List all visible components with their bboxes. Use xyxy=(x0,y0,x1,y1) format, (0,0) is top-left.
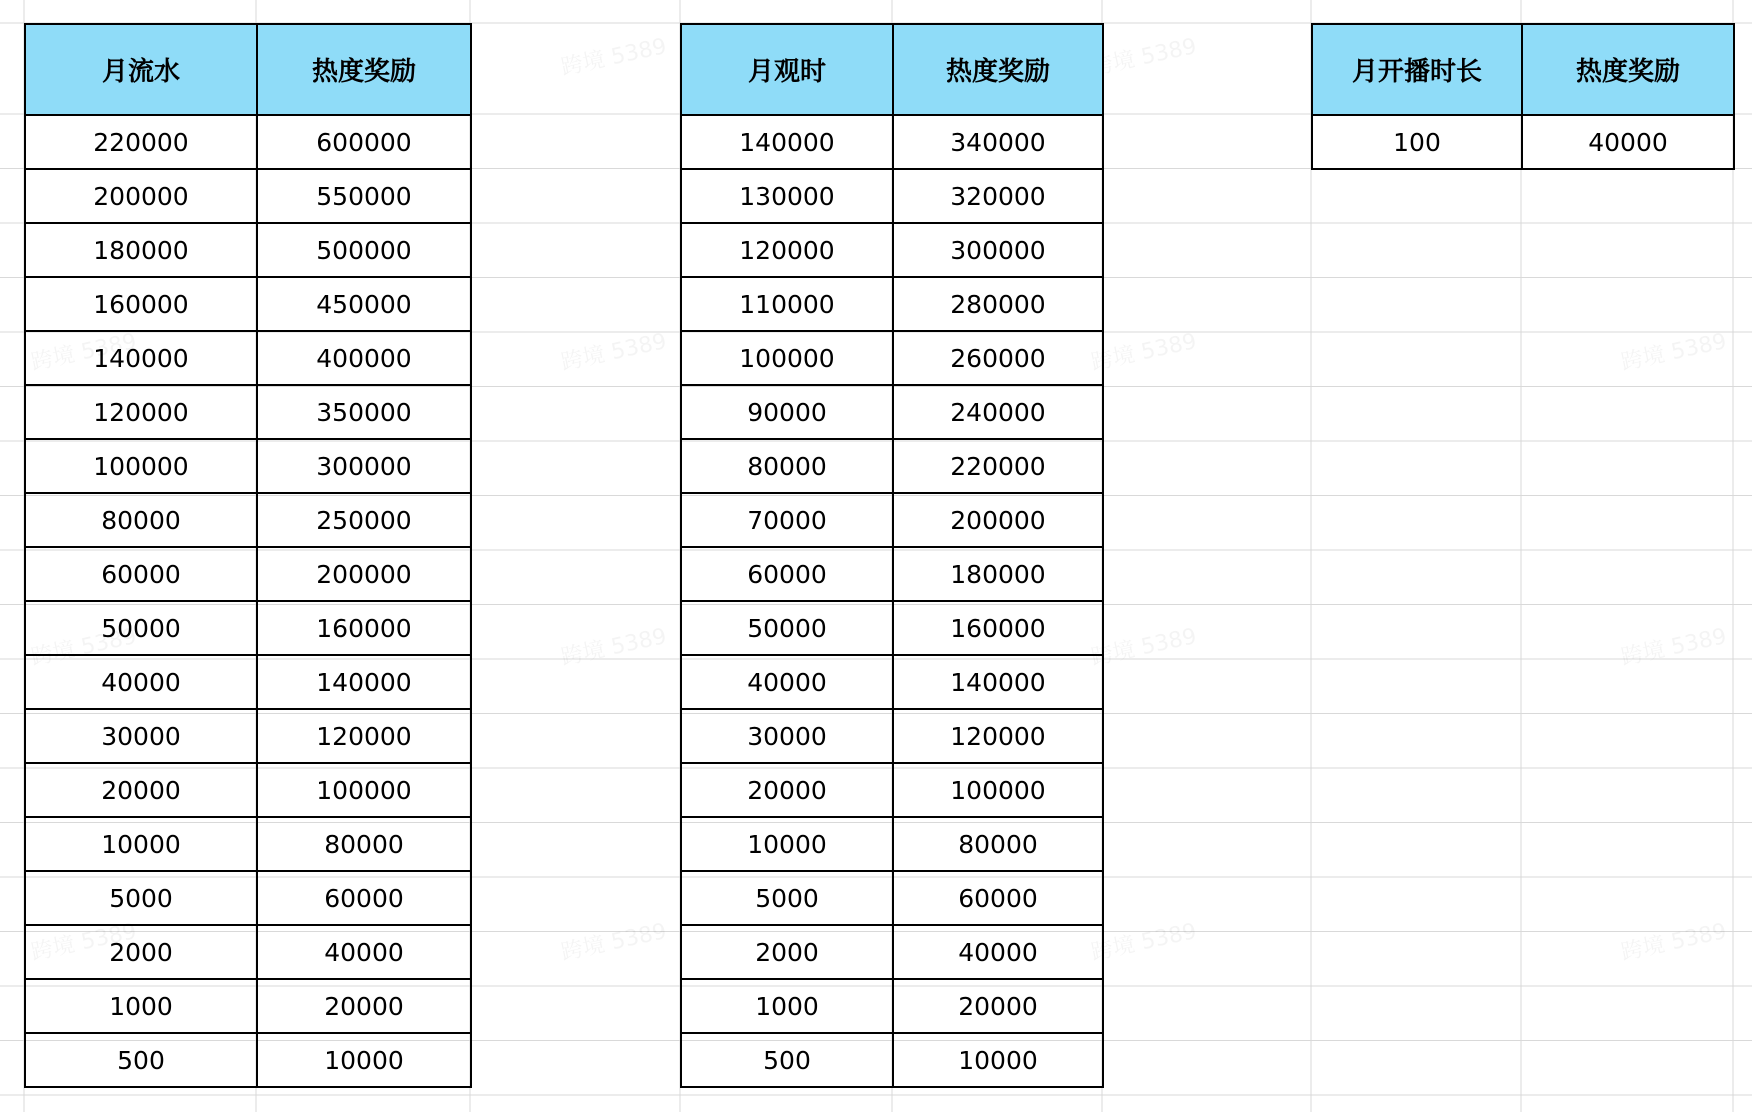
table-row xyxy=(25,601,471,655)
reward-cell[interactable]: 120000 xyxy=(893,709,1103,763)
table-row xyxy=(25,439,471,493)
threshold-cell[interactable]: 60000 xyxy=(25,547,257,601)
table-row xyxy=(25,655,471,709)
threshold-cell[interactable]: 500 xyxy=(681,1033,893,1087)
threshold-cell[interactable]: 140000 xyxy=(25,331,257,385)
reward-cell[interactable]: 160000 xyxy=(893,601,1103,655)
threshold-cell[interactable]: 130000 xyxy=(681,169,893,223)
threshold-cell[interactable]: 2000 xyxy=(681,925,893,979)
threshold-cell[interactable]: 110000 xyxy=(681,277,893,331)
threshold-cell[interactable]: 50000 xyxy=(25,601,257,655)
table-row xyxy=(25,979,471,1033)
threshold-cell[interactable]: 70000 xyxy=(681,493,893,547)
table-row xyxy=(681,1033,1103,1087)
header-cell-monthly-watch-time: 月观时 xyxy=(681,24,893,115)
table-row xyxy=(25,331,471,385)
reward-cell[interactable]: 60000 xyxy=(257,871,471,925)
threshold-cell[interactable]: 80000 xyxy=(681,439,893,493)
table-row xyxy=(25,547,471,601)
header-cell-heat-reward: 热度奖励 xyxy=(893,24,1103,115)
reward-cell[interactable]: 100000 xyxy=(257,763,471,817)
threshold-cell[interactable]: 100 xyxy=(1312,115,1522,169)
table-row xyxy=(25,871,471,925)
threshold-cell[interactable]: 20000 xyxy=(681,763,893,817)
table-row xyxy=(681,763,1103,817)
reward-cell[interactable]: 350000 xyxy=(257,385,471,439)
threshold-cell[interactable]: 120000 xyxy=(681,223,893,277)
header-cell-monthly-broadcast-duration: 月开播时长 xyxy=(1312,24,1522,115)
reward-cell[interactable]: 80000 xyxy=(257,817,471,871)
reward-cell[interactable]: 10000 xyxy=(893,1033,1103,1087)
threshold-cell[interactable]: 500 xyxy=(25,1033,257,1087)
table-row xyxy=(25,493,471,547)
reward-cell[interactable]: 180000 xyxy=(893,547,1103,601)
reward-cell[interactable]: 250000 xyxy=(257,493,471,547)
table-row xyxy=(681,871,1103,925)
monthly-broadcast-duration-reward-table xyxy=(1311,23,1735,170)
threshold-cell[interactable]: 80000 xyxy=(25,493,257,547)
table-header-row xyxy=(681,24,1103,115)
table-row xyxy=(25,1033,471,1087)
threshold-cell[interactable]: 120000 xyxy=(25,385,257,439)
reward-cell[interactable]: 500000 xyxy=(257,223,471,277)
reward-cell[interactable]: 200000 xyxy=(893,493,1103,547)
header-cell-heat-reward: 热度奖励 xyxy=(1522,24,1734,115)
threshold-cell[interactable]: 180000 xyxy=(25,223,257,277)
table-row xyxy=(25,709,471,763)
threshold-cell[interactable]: 30000 xyxy=(25,709,257,763)
threshold-cell[interactable]: 1000 xyxy=(681,979,893,1033)
header-cell-heat-reward: 热度奖励 xyxy=(257,24,471,115)
reward-cell[interactable]: 240000 xyxy=(893,385,1103,439)
table-row xyxy=(681,385,1103,439)
reward-cell[interactable]: 600000 xyxy=(257,115,471,169)
table-row xyxy=(1312,115,1734,169)
table-row xyxy=(25,277,471,331)
reward-cell[interactable]: 80000 xyxy=(893,817,1103,871)
threshold-cell[interactable]: 40000 xyxy=(25,655,257,709)
header-cell-monthly-revenue: 月流水 xyxy=(25,24,257,115)
reward-cell[interactable]: 200000 xyxy=(257,547,471,601)
table-row xyxy=(25,385,471,439)
threshold-cell[interactable]: 140000 xyxy=(681,115,893,169)
threshold-cell[interactable]: 160000 xyxy=(25,277,257,331)
table-row xyxy=(681,277,1103,331)
reward-cell[interactable]: 120000 xyxy=(257,709,471,763)
reward-cell[interactable]: 280000 xyxy=(893,277,1103,331)
reward-cell[interactable]: 320000 xyxy=(893,169,1103,223)
threshold-cell[interactable]: 200000 xyxy=(25,169,257,223)
threshold-cell[interactable]: 10000 xyxy=(681,817,893,871)
table-row xyxy=(25,169,471,223)
table-row xyxy=(681,817,1103,871)
threshold-cell[interactable]: 30000 xyxy=(681,709,893,763)
table-row xyxy=(681,331,1103,385)
reward-cell[interactable]: 40000 xyxy=(893,925,1103,979)
table-row xyxy=(681,709,1103,763)
table-row xyxy=(681,493,1103,547)
reward-cell[interactable]: 60000 xyxy=(893,871,1103,925)
table-row xyxy=(25,223,471,277)
table-row xyxy=(25,925,471,979)
reward-cell[interactable]: 160000 xyxy=(257,601,471,655)
table-header-row xyxy=(1312,24,1734,115)
threshold-cell[interactable]: 10000 xyxy=(25,817,257,871)
threshold-cell[interactable]: 50000 xyxy=(681,601,893,655)
reward-cell[interactable]: 550000 xyxy=(257,169,471,223)
table-row xyxy=(681,547,1103,601)
reward-cell[interactable]: 40000 xyxy=(1522,115,1734,169)
reward-cell[interactable]: 260000 xyxy=(893,331,1103,385)
reward-cell[interactable]: 20000 xyxy=(893,979,1103,1033)
threshold-cell[interactable]: 100000 xyxy=(25,439,257,493)
reward-cell[interactable]: 140000 xyxy=(257,655,471,709)
monthly-watch-time-reward-table xyxy=(680,23,1104,1088)
table-row xyxy=(25,763,471,817)
threshold-cell[interactable]: 1000 xyxy=(25,979,257,1033)
table-row xyxy=(681,925,1103,979)
table-header-row xyxy=(25,24,471,115)
reward-cell[interactable]: 100000 xyxy=(893,763,1103,817)
threshold-cell[interactable]: 5000 xyxy=(681,871,893,925)
table-row xyxy=(681,223,1103,277)
table-row xyxy=(681,979,1103,1033)
reward-cell[interactable]: 220000 xyxy=(893,439,1103,493)
threshold-cell[interactable]: 90000 xyxy=(681,385,893,439)
threshold-cell[interactable]: 5000 xyxy=(25,871,257,925)
table-row xyxy=(25,115,471,169)
reward-cell[interactable]: 40000 xyxy=(257,925,471,979)
reward-cell[interactable]: 20000 xyxy=(257,979,471,1033)
threshold-cell[interactable]: 100000 xyxy=(681,331,893,385)
threshold-cell[interactable]: 20000 xyxy=(25,763,257,817)
table-row xyxy=(681,169,1103,223)
threshold-cell[interactable]: 40000 xyxy=(681,655,893,709)
threshold-cell[interactable]: 60000 xyxy=(681,547,893,601)
reward-cell[interactable]: 340000 xyxy=(893,115,1103,169)
reward-cell[interactable]: 450000 xyxy=(257,277,471,331)
table-row xyxy=(681,601,1103,655)
table-row xyxy=(681,115,1103,169)
table-row xyxy=(25,817,471,871)
table-row xyxy=(681,439,1103,493)
reward-cell[interactable]: 140000 xyxy=(893,655,1103,709)
reward-cell[interactable]: 10000 xyxy=(257,1033,471,1087)
reward-cell[interactable]: 300000 xyxy=(893,223,1103,277)
reward-cell[interactable]: 400000 xyxy=(257,331,471,385)
table-row xyxy=(681,655,1103,709)
threshold-cell[interactable]: 220000 xyxy=(25,115,257,169)
reward-cell[interactable]: 300000 xyxy=(257,439,471,493)
threshold-cell[interactable]: 2000 xyxy=(25,925,257,979)
monthly-revenue-reward-table xyxy=(24,23,472,1088)
